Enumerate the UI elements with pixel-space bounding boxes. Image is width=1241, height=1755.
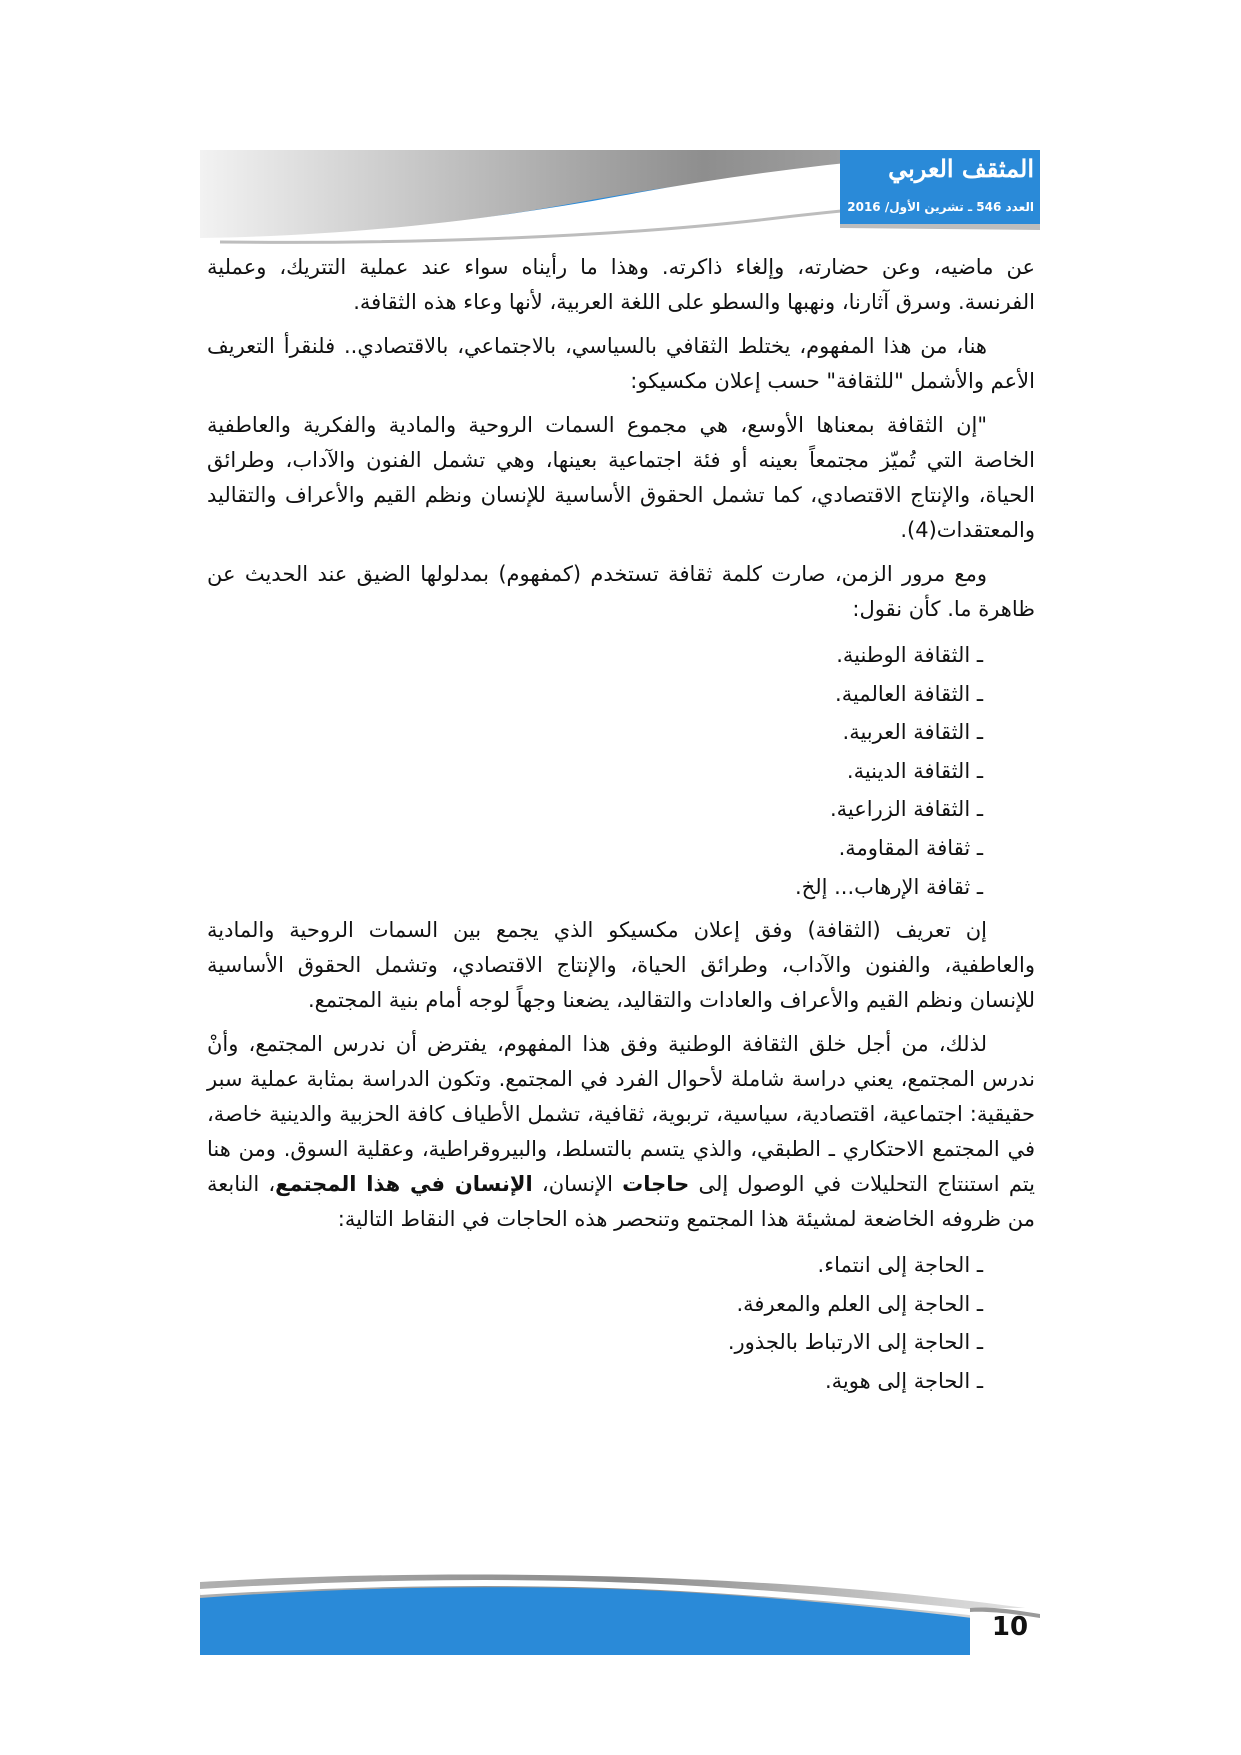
list-item: ـ الثقافة الوطنية. bbox=[836, 643, 983, 667]
paragraph-6 bbox=[207, 1027, 1035, 1237]
issue-info: العدد 546 ـ تشرين الأول/ 2016 bbox=[847, 200, 1034, 214]
paragraph-1: عن ماضيه، وعن حضارته، وإلغاء ذاكرته. وهذا ما رأيناه سواء عند عملية التتريك، وعملية الفرنسة. وسرق آثارنا، ونهبها والسطو على اللغة العربية، لأنها وعاء هذه الثقافة. bbox=[207, 255, 1035, 314]
list-item: ـ الثقافة الزراعية. bbox=[830, 797, 983, 822]
list-item: ـ الحاجة إلى انتماء. bbox=[817, 1253, 983, 1278]
article-body bbox=[207, 250, 1035, 1408]
magazine-logo: المثقف العربي bbox=[888, 154, 1034, 183]
paragraph-6-text-a: لذلك، من أجل خلق الثقافة الوطنية وفق هذا المفهوم، يفترض أن ندرس المجتمع، وأنْ ندرس المجتمع، يعني دراسة شاملة لأحوال الفرد في المجتمع. وتكون الدراسة بمثابة عملية سبر حقيقية: اجتماعية، اقتصادية، سياسية، تربوية، ثقافية، تشمل الأطياف كافة الحزبية والدينية خاصة، في المجتمع الاحتكاري ـ الطبقي، والذي يتسم بالتسلط، والبيروقراطية، وعقلية السوق. ومن هنا يتم استنتاج التحليلات في الوصول إلى bbox=[207, 1032, 1035, 1197]
paragraph-3-quote: "إن الثقافة بمعناها الأوسع، هي مجموع السمات الروحية والمادية والفكرية والعاطفية الخاصة التي تُميّز مجتمعاً بعينه أو فئة اجتماعية بعينها، وهي تشمل الفنون والآداب، وطرائق الحياة، والإنتاج الاقتصادي، كما تشمل الحقوق الأساسية للإنسان ونظم القيم والأعراف والتقاليد والمعتقدات(4). bbox=[207, 413, 1035, 542]
needs-list bbox=[207, 1246, 1035, 1400]
list-item: ـ الحاجة إلى الارتباط بالجذور. bbox=[727, 1330, 983, 1355]
paragraph-2: هنا، من هذا المفهوم، يختلط الثقافي بالسياسي، بالاجتماعي، بالاقتصادي.. فلنقرأ التعريف الأعم والأشمل "للثقافة" حسب إعلان مكسيكو: bbox=[207, 334, 1035, 393]
list-item: ـ الحاجة إلى العلم والمعرفة. bbox=[736, 1291, 983, 1316]
list-item: ـ الثقافة العالمية. bbox=[835, 681, 983, 706]
bold-needs: حاجات bbox=[622, 1172, 690, 1197]
page-footer bbox=[200, 1570, 1040, 1655]
footer-banner bbox=[200, 1570, 1040, 1655]
culture-types-list bbox=[207, 636, 1035, 906]
paragraph-6-text-b: الإنسان، bbox=[532, 1172, 623, 1197]
paragraph-4: ومع مرور الزمن، صارت كلمة ثقافة تستخدم (كمفهوم) بمدلولها الضيق عند الحديث عن ظاهرة ما. كأن نقول: bbox=[207, 562, 1035, 621]
page-number: 10 bbox=[991, 1612, 1029, 1642]
list-item: ـ الحاجة إلى هوية. bbox=[824, 1368, 983, 1393]
paragraph-5: إن تعريف (الثقافة) وفق إعلان مكسيكو الذي يجمع بين السمات الروحية والمادية والعاطفية، والفنون والآداب، وطرائق الحياة، والإنتاج الاقتصادي، وتشمل الحقوق الأساسية للإنسان ونظم القيم والأعراف والعادات والتقاليد، يضعنا وجهاً لوجه أمام بنية المجتمع. bbox=[207, 918, 1035, 1013]
list-item: ـ الثقافة العربية. bbox=[842, 720, 983, 745]
list-item: ـ الثقافة الدينية. bbox=[846, 758, 983, 783]
paragraph-6-text-c: ، النابعة من ظروفه الخاضعة لمشيئة هذا المجتمع وتنحصر هذه الحاجات في النقاط التالية: bbox=[207, 1172, 1035, 1232]
page-header bbox=[200, 150, 1040, 260]
list-item: ـ ثقافة الإرهاب... إلخ. bbox=[794, 874, 983, 899]
list-item: ـ ثقافة المقاومة. bbox=[838, 835, 983, 860]
bold-human-in-society: الإنسان في هذا المجتمع bbox=[275, 1172, 533, 1197]
